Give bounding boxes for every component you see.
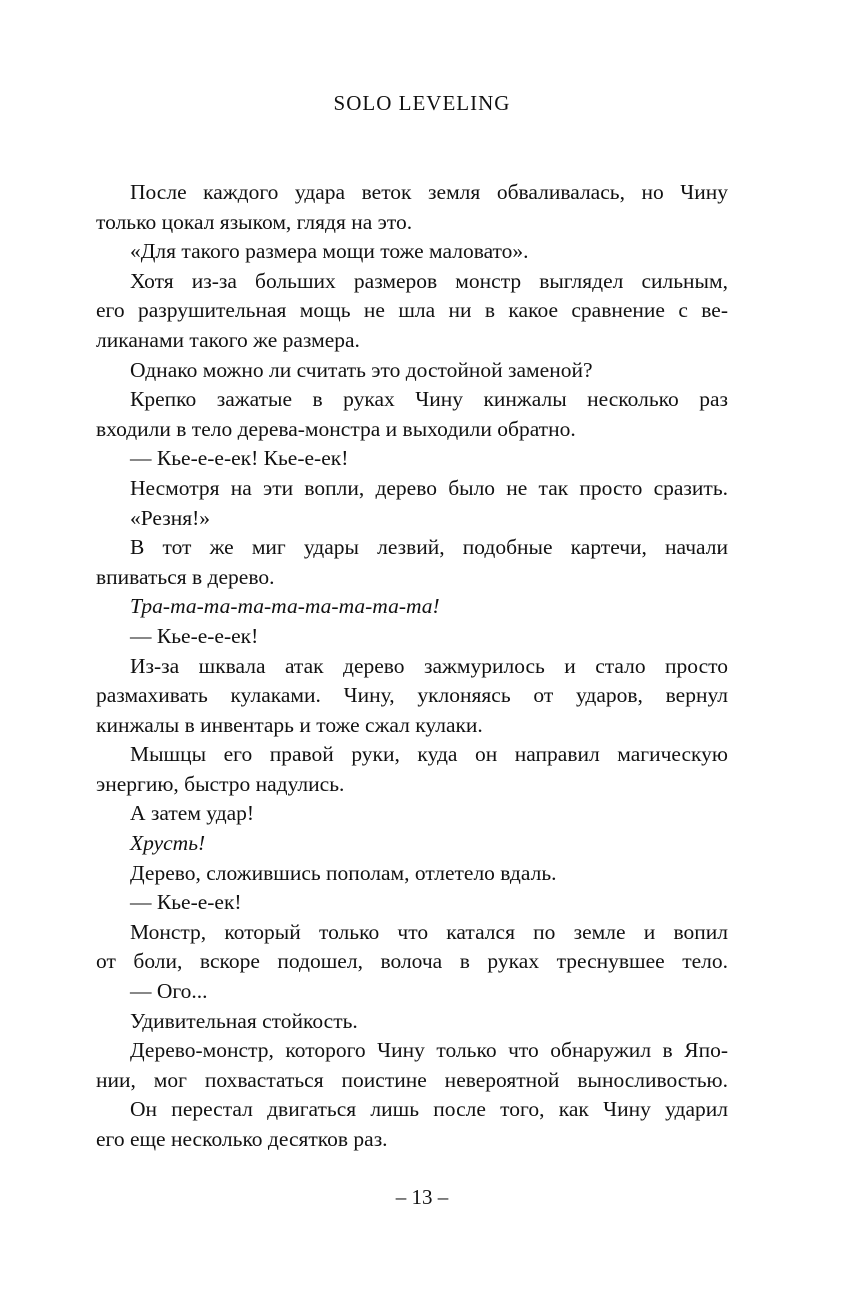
- text-line: Хотя из-за больших размеров монстр выглядел сильным,: [130, 268, 728, 293]
- text-line: Монстр, который только что катался по земле и вопил: [130, 919, 728, 944]
- text-line: впиваться в дерево.: [96, 564, 275, 589]
- text-line: его еще несколько десятков раз.: [96, 1127, 388, 1151]
- text-line: После каждого удара веток земля обваливалась, но Чину: [130, 180, 728, 204]
- text-line: входили в тело дерева-монстра и выходили обратно.: [96, 416, 576, 441]
- text-line: энергию, быстро надулись.: [96, 771, 345, 796]
- running-header: SOLO LEVELING: [333, 91, 511, 115]
- text-line: только цокал языком, глядя на это.: [96, 209, 413, 234]
- text-line: от боли, вскоре подошел, волоча в руках треснувшее тело.: [96, 949, 728, 974]
- text-line: «Резня!»: [130, 505, 211, 530]
- text-line: А затем удар!: [130, 801, 255, 826]
- text-line: его разрушительная мощь не шла ни в какое сравнение с ве-: [96, 298, 728, 323]
- text-line: — Кье-е-ек!: [130, 890, 242, 915]
- text-line: размахивать кулаками. Чину, уклоняясь от ударов, вернул: [96, 683, 728, 708]
- text-line: В тот же миг удары лезвий, подобные картечи, начали: [130, 535, 728, 560]
- text-line: Однако можно ли считать это достойной заменой?: [130, 357, 593, 382]
- text-line: Он перестал двигаться лишь после того, как Чину ударил: [130, 1097, 728, 1122]
- text-line: Несмотря на эти вопли, дерево было не так просто сразить.: [130, 475, 728, 500]
- page-number: – 13 –: [395, 1185, 449, 1209]
- text-line: Тра-та-та-та-та-та-та-та-та!: [130, 594, 440, 619]
- text-line: Дерево-монстр, которого Чину только что обнаружил в Япо-: [130, 1038, 728, 1063]
- text-line: Крепко зажатые в руках Чину кинжалы несколько раз: [130, 387, 728, 412]
- text-line: Хрусть!: [130, 831, 206, 856]
- text-line: — Ого...: [130, 979, 208, 1004]
- text-line: ликанами такого же размера.: [96, 327, 360, 352]
- text-line: — Кье-е-е-ек!: [130, 623, 259, 648]
- text-line: Дерево, сложившись пополам, отлетело вдаль.: [130, 860, 557, 885]
- text-line: Удивительная стойкость.: [130, 1008, 358, 1033]
- text-line: Из-за шквала атак дерево зажмурилось и стало просто: [130, 653, 728, 678]
- text-line: нии, мог похвастаться поистине невероятной выносливостью.: [96, 1067, 728, 1092]
- text-line: кинжалы в инвентарь и тоже сжал кулаки.: [96, 712, 483, 737]
- text-line: — Кье-е-е-ек! Кье-е-ек!: [130, 446, 349, 471]
- text-line: «Для такого размера мощи тоже маловато».: [130, 239, 529, 264]
- text-line: Мышцы его правой руки, куда он направил магическую: [130, 742, 728, 767]
- page-body-text: [96, 178, 728, 1155]
